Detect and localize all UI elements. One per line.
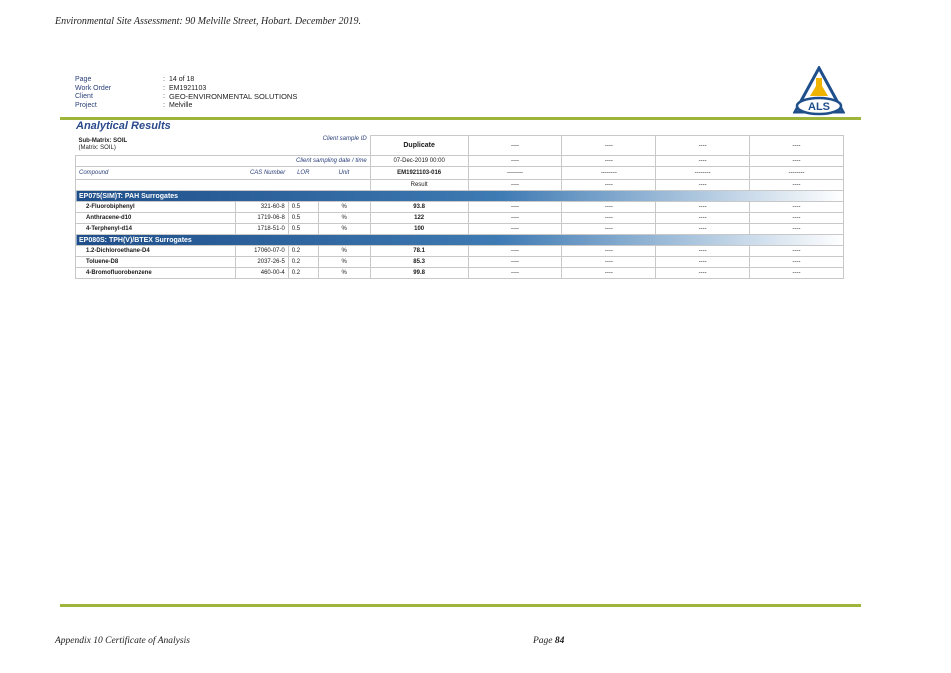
result-value: 122 (370, 213, 468, 224)
info-key: Work Order (75, 84, 112, 92)
sample-id-empty: ---- (562, 136, 656, 156)
result-empty: ---- (656, 213, 750, 224)
footer-appendix: Appendix 10 Certificate of Analysis (55, 636, 190, 646)
info-row-page (75, 76, 297, 85)
header-row-sample-id (76, 136, 844, 156)
logo-text: ALS (808, 101, 830, 113)
result-label-empty: ---- (750, 180, 844, 191)
result-empty: ---- (656, 268, 750, 279)
cas-number: 1718-51-0 (235, 224, 288, 235)
result-empty: ---- (468, 224, 562, 235)
section-header (76, 191, 844, 202)
info-key: Page (75, 76, 92, 83)
header-row-sampling-date (76, 156, 844, 167)
result-empty: ---- (468, 213, 562, 224)
result-label-empty: ---- (656, 180, 750, 191)
section-header (76, 235, 844, 246)
sampling-date-empty: ---- (468, 156, 562, 167)
lab-sample-id: EM1921103-016 (370, 167, 468, 180)
blank-cell (76, 180, 371, 191)
info-sep: : (163, 101, 165, 109)
info-value: GEO-ENVIRONMENTAL SOLUTIONS (169, 92, 298, 101)
sample-id: Duplicate (370, 136, 468, 156)
result-empty: ---- (750, 224, 844, 235)
sampling-date-empty: ---- (750, 156, 844, 167)
sampling-date: 07-Dec-2019 00:00 (370, 156, 468, 167)
footer-page (533, 636, 564, 646)
compound-name: 4-Bromofluorobenzene (76, 268, 236, 279)
column-header-lor: LOR (288, 167, 318, 180)
lor-value: 0.5 (288, 213, 318, 224)
result-empty: ---- (750, 202, 844, 213)
cas-number: 321-60-8 (235, 202, 288, 213)
compound-name: 1.2-Dichloroethane-D4 (76, 246, 236, 257)
info-value: Melville (169, 101, 193, 109)
sub-matrix-label: Sub-Matrix: SOIL (78, 138, 128, 145)
lor-value: 0.5 (288, 224, 318, 235)
info-row-client (75, 93, 297, 102)
result-label-empty: ---- (468, 180, 562, 191)
info-value: 14 of 18 (169, 76, 195, 83)
results-table (75, 135, 844, 279)
info-sep: : (163, 93, 165, 100)
table-row (76, 224, 844, 235)
unit-value: % (318, 268, 370, 279)
result-empty: ---- (562, 257, 656, 268)
matrix-cell (76, 136, 289, 156)
result-empty: ---- (656, 224, 750, 235)
als-logo-icon (793, 66, 845, 118)
compound-name: 4-Terphenyl-d14 (76, 224, 236, 235)
header-row-columns (76, 167, 844, 180)
result-empty: ---- (468, 246, 562, 257)
result-value: 85.3 (370, 257, 468, 268)
client-sampling-label: Client sampling date / time (76, 156, 371, 167)
unit-value: % (318, 213, 370, 224)
header-row-result (76, 180, 844, 191)
footer-page-label: Page (533, 636, 553, 646)
running-header: Environmental Site Assessment: 90 Melville Street, Hobart. December 2019. (55, 16, 361, 27)
info-key: Client (75, 93, 93, 100)
result-empty: ---- (656, 202, 750, 213)
info-key: Project (75, 101, 97, 109)
sample-id-empty: ---- (750, 136, 844, 156)
result-empty: ---- (562, 224, 656, 235)
lor-value: 0.2 (288, 246, 318, 257)
lab-id-empty: -------- (468, 167, 562, 180)
header-rule (60, 117, 861, 120)
info-sep: : (163, 76, 165, 83)
table-row (76, 257, 844, 268)
compound-name: Toluene-D8 (76, 257, 236, 268)
report-info (75, 76, 297, 110)
info-sep: : (163, 84, 165, 92)
result-empty: ---- (750, 213, 844, 224)
info-value: EM1921103 (169, 84, 207, 92)
result-empty: ---- (750, 257, 844, 268)
matrix-label: (Matrix: SOIL) (78, 145, 116, 152)
result-empty: ---- (750, 268, 844, 279)
result-empty: ---- (656, 246, 750, 257)
result-value: 99.8 (370, 268, 468, 279)
compound-name: 2-Fluorobiphenyl (76, 202, 236, 213)
table-row (76, 268, 844, 279)
client-sample-id-label: Client sample ID (322, 135, 367, 142)
result-empty: ---- (468, 257, 562, 268)
cas-number: 460-00-4 (235, 268, 288, 279)
sample-id-empty: ---- (468, 136, 562, 156)
unit-value: % (318, 224, 370, 235)
section-title: EP075(SIM)T: PAH Surrogates (76, 191, 844, 202)
column-header-compound: Compound (76, 167, 236, 180)
column-header-cas: CAS Number (235, 167, 288, 180)
result-empty: ---- (562, 202, 656, 213)
table-row (76, 246, 844, 257)
cas-number: 1719-06-8 (235, 213, 288, 224)
result-empty: ---- (468, 268, 562, 279)
footer-rule (60, 604, 861, 607)
lab-id-empty: -------- (750, 167, 844, 180)
section-title: EP080S: TPH(V)/BTEX Surrogates (76, 235, 844, 246)
table-row (76, 213, 844, 224)
result-value: 100 (370, 224, 468, 235)
lor-value: 0.2 (288, 257, 318, 268)
unit-value: % (318, 202, 370, 213)
compound-name: Anthracene-d10 (76, 213, 236, 224)
result-label-empty: ---- (562, 180, 656, 191)
footer-page-number: 84 (554, 636, 565, 646)
result-empty: ---- (468, 202, 562, 213)
result-value: 78.1 (370, 246, 468, 257)
result-empty: ---- (562, 213, 656, 224)
page-title: Analytical Results (76, 120, 171, 132)
result-empty: ---- (562, 268, 656, 279)
lab-id-empty: -------- (656, 167, 750, 180)
unit-value: % (318, 246, 370, 257)
sample-id-empty: ---- (656, 136, 750, 156)
result-value: 93.8 (370, 202, 468, 213)
lab-id-empty: -------- (562, 167, 656, 180)
sampling-date-empty: ---- (562, 156, 656, 167)
cas-number: 2037-26-5 (235, 257, 288, 268)
result-empty: ---- (750, 246, 844, 257)
sampling-date-empty: ---- (656, 156, 750, 167)
info-row-project (75, 102, 297, 111)
lor-value: 0.5 (288, 202, 318, 213)
result-empty: ---- (656, 257, 750, 268)
result-label: Result (370, 180, 468, 191)
column-header-unit: Unit (318, 167, 370, 180)
unit-value: % (318, 257, 370, 268)
table-row (76, 202, 844, 213)
cas-number: 17060-07-0 (235, 246, 288, 257)
lor-value: 0.2 (288, 268, 318, 279)
result-empty: ---- (562, 246, 656, 257)
